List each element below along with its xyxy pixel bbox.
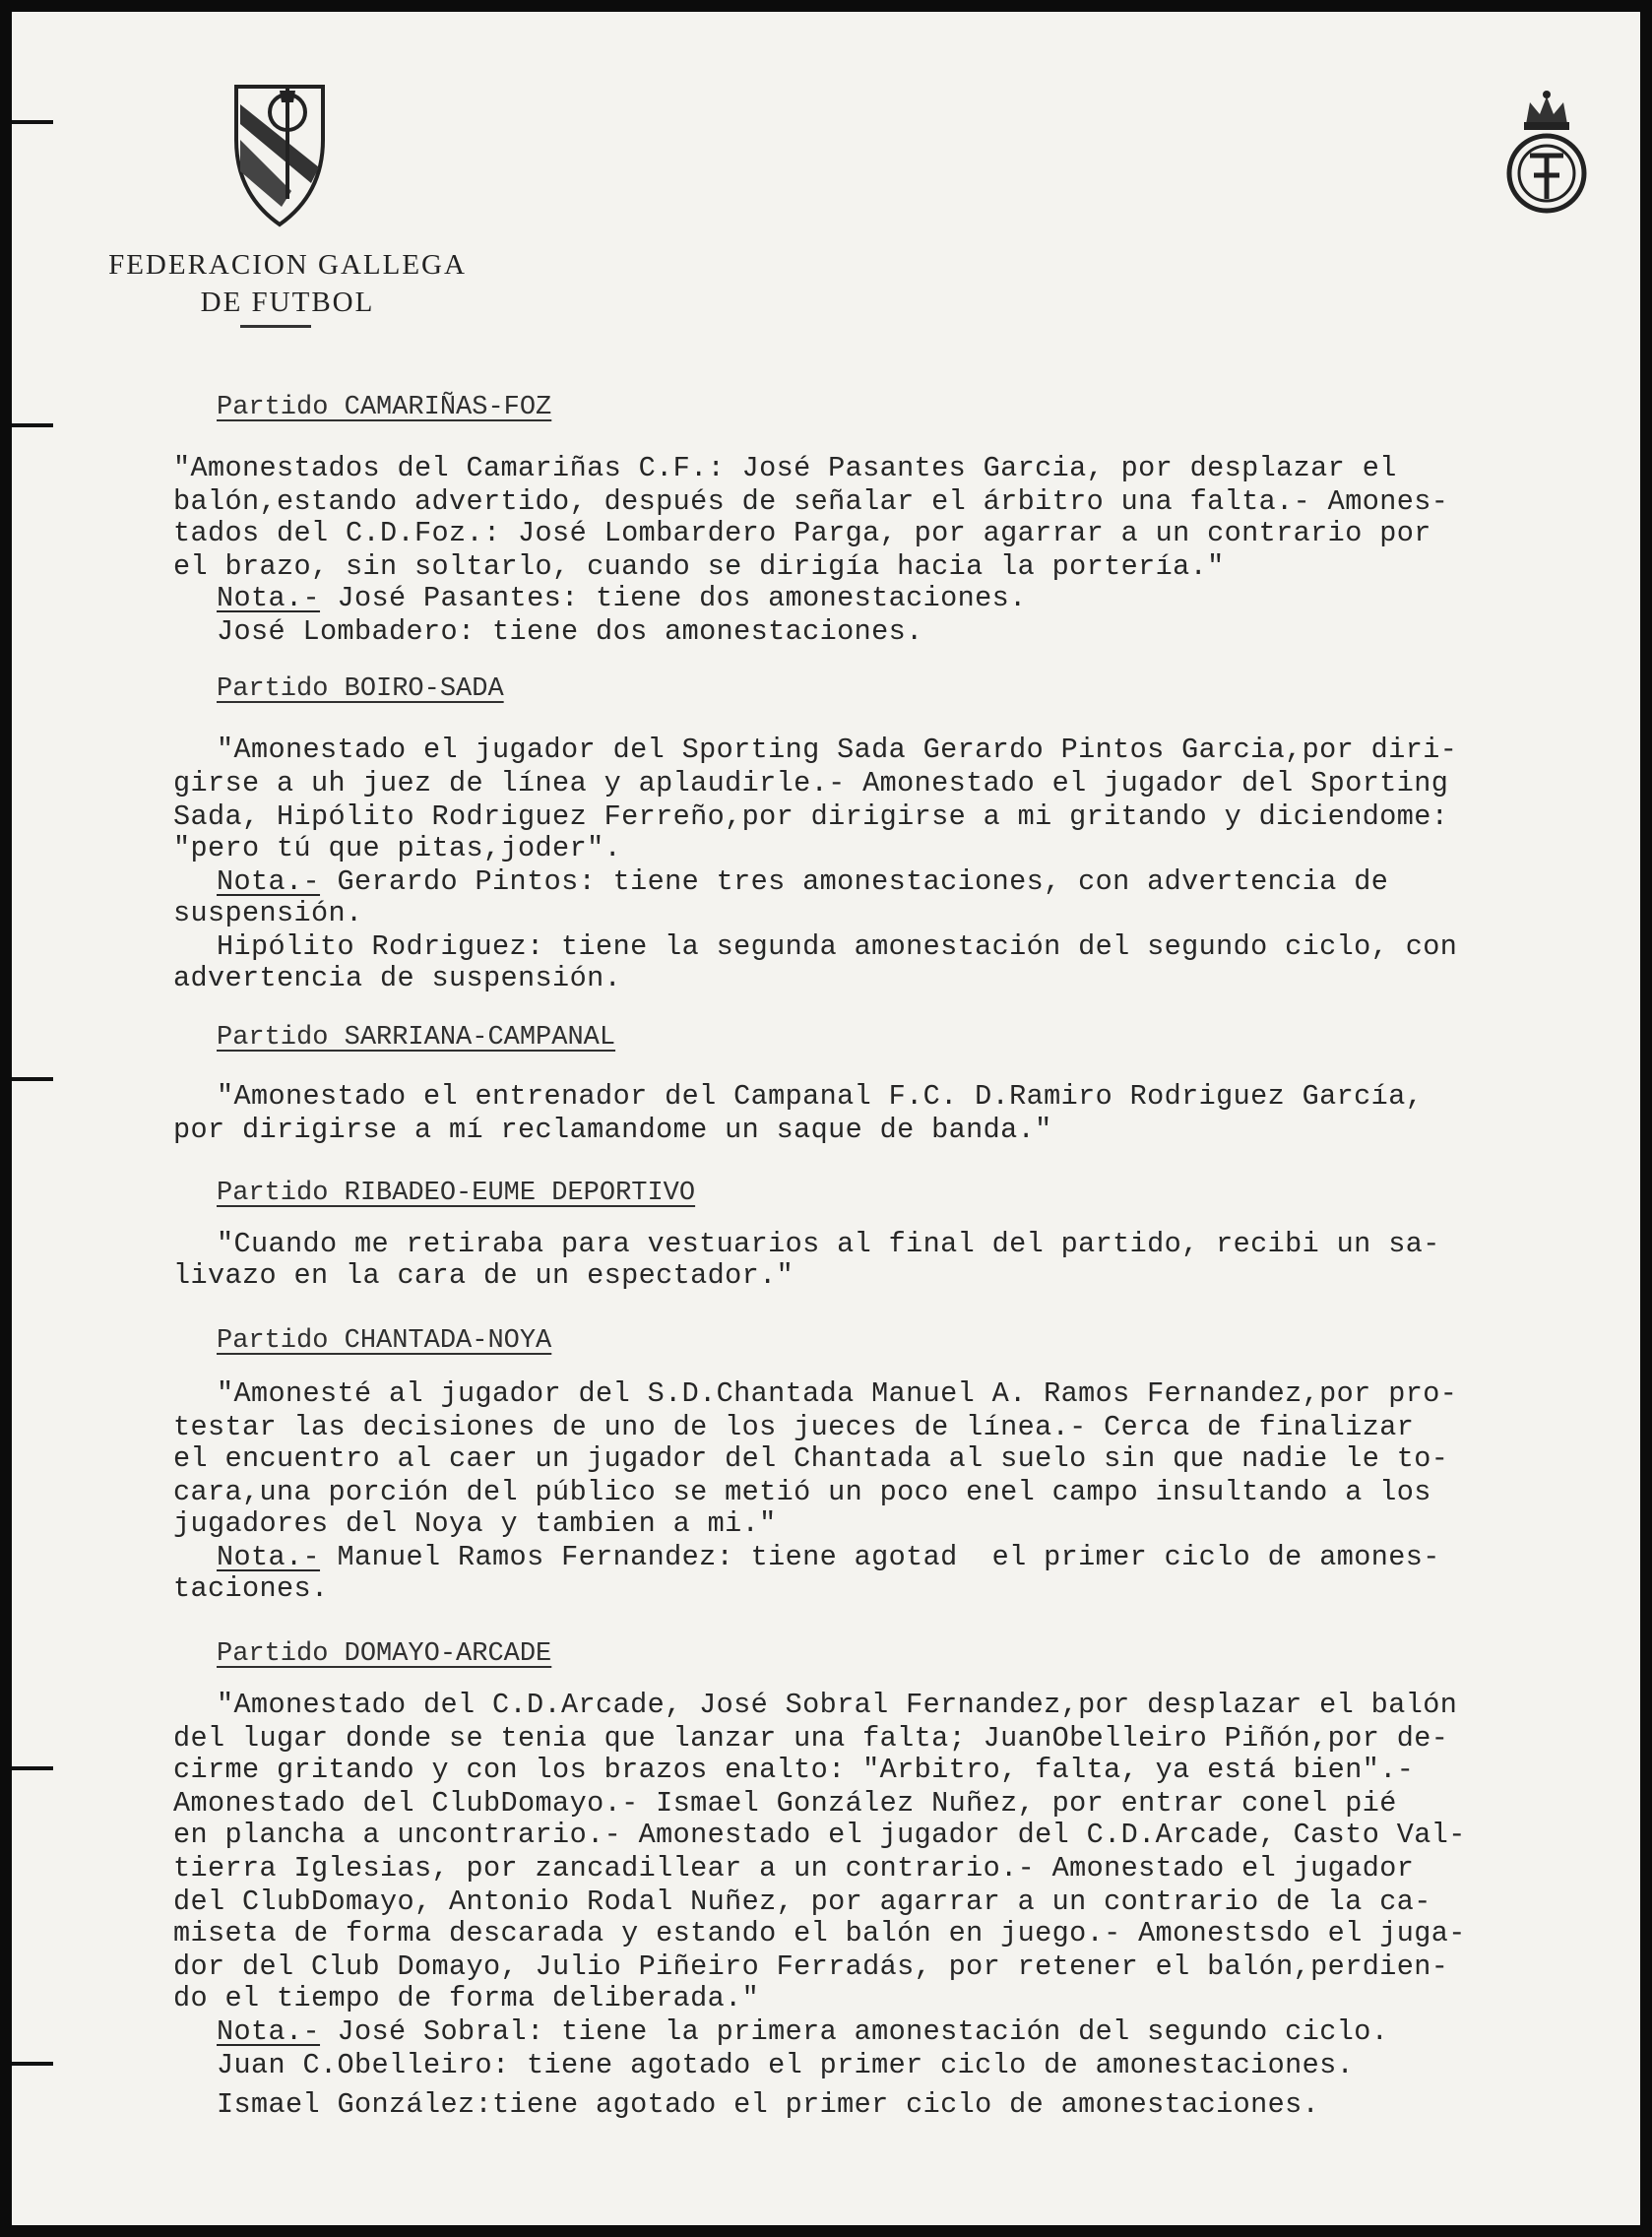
note-text: Gerardo Pintos: tiene tres amonestaciones, con advertencia de [320, 865, 1389, 898]
note-line [217, 2050, 1354, 2081]
note-text: advertencia de suspensión. [173, 962, 622, 994]
note-label: Nota.- [217, 2015, 321, 2048]
note-text: taciones. [173, 1572, 329, 1605]
report-line: Sada, Hipólito Rodriguez Ferreño,por dirigirse a mi gritando y diciendome: [173, 800, 1449, 833]
note-text: Manuel Ramos Fernandez: tiene agotad el primer ciclo de amones- [320, 1541, 1440, 1573]
note-line [217, 583, 1027, 614]
report-line: "Amonestado el jugador del Sporting Sada Gerardo Pintos Garcia,por diri- [217, 734, 1458, 766]
note-line [173, 898, 363, 929]
report-line: "Amonestados del Camariñas C.F.: José Pasantes Garcia, por desplazar el [173, 452, 1397, 484]
federation-name-line2: DE FUTBOL [200, 287, 375, 318]
report-line: tados del C.D.Foz.: José Lombardero Parga, por agarrar a un contrario por [173, 517, 1431, 549]
report-line: "pero tú que pitas,joder". [173, 832, 622, 864]
note-line [217, 616, 923, 648]
note-line [217, 866, 1388, 898]
report-line: el encuentro al caer un jugador del Chantada al suelo sin que nadie le to- [173, 1442, 1449, 1475]
note-line [217, 1542, 1440, 1573]
document-body [12, 12, 1640, 2225]
note-label: Nota.- [217, 582, 321, 614]
note-text: José Sobral: tiene la primera amonestación del segundo ciclo. [320, 2015, 1389, 2048]
match-heading: Partido SARRIANA-CAMPANAL [217, 1023, 616, 1053]
report-line: "Cuando me retiraba para vestuarios al final del partido, recibi un sa- [217, 1228, 1440, 1260]
report-line: jugadores del Noya y tambien a mi." [173, 1507, 777, 1540]
note-text: Ismael González:tiene agotado el primer ciclo de amonestaciones. [217, 2088, 1320, 2121]
federation-name-line1: FEDERACION GALLEGA [108, 249, 467, 281]
report-line: "Amonestado el entrenador del Campanal F.C. D.Ramiro Rodriguez García, [217, 1080, 1424, 1113]
note-text: suspensión. [173, 897, 363, 929]
note-line [217, 931, 1457, 963]
report-line: livazo en la cara de un espectador." [173, 1259, 794, 1292]
report-line: del lugar donde se tenia que lanzar una falta; JuanObelleiro Piñón,por de- [173, 1722, 1449, 1755]
report-line: por dirigirse a mí reclamandome un saque de banda." [173, 1114, 1052, 1146]
report-line: Amonestado del ClubDomayo.- Ismael González Nuñez, por entrar conel pié [173, 1787, 1397, 1820]
report-line: dor del Club Domayo, Julio Piñeiro Ferradás, por retener el balón,perdien- [173, 1950, 1449, 1983]
note-line [217, 2016, 1388, 2048]
match-heading: Partido DOMAYO-ARCADE [217, 1639, 552, 1669]
note-text: José Pasantes: tiene dos amonestaciones. [320, 582, 1027, 614]
report-line: en plancha a uncontrario.- Amonestado el jugador del C.D.Arcade, Casto Val- [173, 1819, 1466, 1851]
report-line: balón,estando advertido, después de señalar el árbitro una falta.- Amones- [173, 485, 1449, 518]
match-heading: Partido CAMARIÑAS-FOZ [217, 393, 552, 422]
report-line: el brazo, sin soltarlo, cuando se dirigía hacia la portería." [173, 550, 1225, 583]
report-line: cirme gritando y con los brazos enalto: "Arbitro, falta, ya está bien".- [173, 1754, 1415, 1786]
document-page [12, 12, 1640, 2225]
note-text: Hipólito Rodriguez: tiene la segunda amonestación del segundo ciclo, con [217, 930, 1458, 963]
report-line: "Amonesté al jugador del S.D.Chantada Manuel A. Ramos Fernandez,por pro- [217, 1377, 1458, 1410]
match-heading: Partido BOIRO-SADA [217, 674, 504, 704]
report-line: "Amonestado del C.D.Arcade, José Sobral Fernandez,por desplazar el balón [217, 1689, 1458, 1721]
note-label: Nota.- [217, 865, 321, 898]
report-line: do el tiempo de forma deliberada." [173, 1982, 760, 2014]
note-line [173, 1573, 329, 1605]
note-line [217, 2089, 1319, 2121]
match-heading: Partido RIBADEO-EUME DEPORTIVO [217, 1179, 696, 1208]
report-line: tierra Iglesias, por zancadillear a un contrario.- Amonestado el jugador [173, 1852, 1415, 1885]
report-line: miseta de forma descarada y estando el balón en juego.- Amonestsdo el juga- [173, 1917, 1466, 1949]
note-text: Juan C.Obelleiro: tiene agotado el primer ciclo de amonestaciones. [217, 2049, 1355, 2081]
note-text: José Lombadero: tiene dos amonestaciones. [217, 615, 923, 648]
match-heading: Partido CHANTADA-NOYA [217, 1326, 552, 1356]
report-line: cara,una porción del público se metió un poco enel campo insultando a los [173, 1476, 1431, 1508]
report-line: girse a uh juez de línea y aplaudirle.- Amonestado el jugador del Sporting [173, 767, 1449, 799]
report-line: testar las decisiones de uno de los jueces de línea.- Cerca de finalizar [173, 1411, 1415, 1443]
note-line [173, 963, 621, 994]
report-line: del ClubDomayo, Antonio Rodal Nuñez, por agarrar a un contrario de la ca- [173, 1885, 1431, 1918]
note-label: Nota.- [217, 1541, 321, 1573]
